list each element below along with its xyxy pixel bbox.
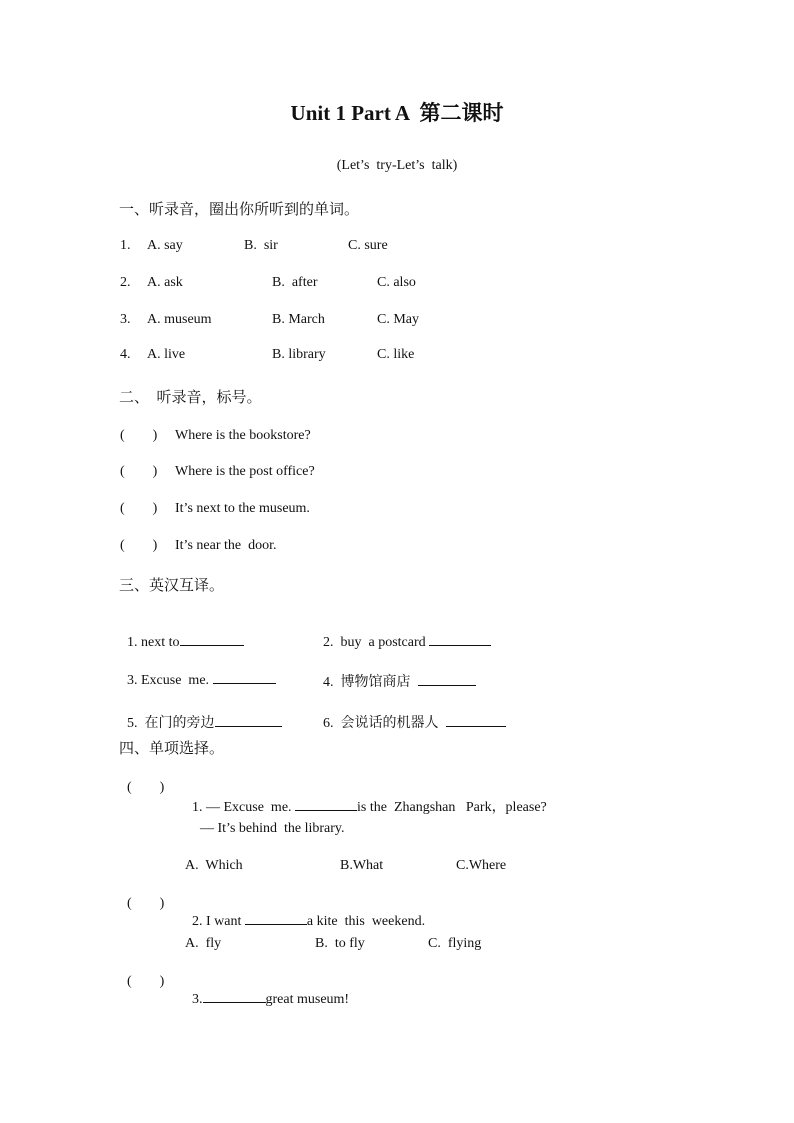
option-c: C. May [377,312,419,327]
option-a: A. live [147,347,186,362]
answer-blank[interactable] [213,671,276,684]
section3-heading: 三、英汉互译。 [119,578,225,594]
section1-heading: 一、听录音，圈出你所听到的单词。 [119,202,360,218]
answer-blank[interactable] [429,633,491,646]
answer-parenthesis: ( ) [120,538,158,553]
question-text: 3. [192,992,203,1007]
question-1-reply: — It’s behind the library. [200,821,345,836]
answer-blank[interactable] [215,714,282,727]
answer-parenthesis: ( ) [120,464,158,479]
sentence: Where is the post office? [175,464,315,479]
option-c: C. also [377,275,416,290]
section2-heading: 二、 听录音，标号。 [119,390,262,406]
translation-text: 6. 会说话的机器人 [323,716,446,731]
answer-blank[interactable] [446,714,506,727]
translation-item [316,655,476,691]
translation-item [120,655,276,689]
translation-item [316,696,506,732]
question-2 [185,896,425,930]
sentence: It’s next to the museum. [175,501,310,516]
answer-blank[interactable] [203,990,266,1003]
question-text: is the Zhangshan Park，please? [357,800,547,815]
translation-item [120,696,282,732]
answer-parenthesis: ( ) [127,780,165,795]
option-a: A. say [147,238,183,253]
option-b: B. March [272,312,325,327]
question-text: great museum! [265,992,350,1007]
option-a: A. ask [147,275,183,290]
choice-b: B. to fly [315,936,365,951]
sentence: It’s near the door. [175,538,277,553]
choice-b: B.What [340,858,384,873]
translation-text: 3. Excuse me. [127,673,213,688]
choice-c: C. flying [428,936,482,951]
item-number: 3. [120,312,131,327]
answer-blank[interactable] [180,633,244,646]
option-c: C. like [377,347,415,362]
option-a: A. museum [147,312,212,327]
option-b: B. library [272,347,326,362]
translation-text: 2. buy a postcard [323,635,430,650]
page-title: Unit 1 Part A 第二课时 [290,101,504,125]
item-number: 4. [120,347,131,362]
translation-text: 1. next to [127,635,180,650]
item-number: 1. [120,238,131,253]
item-number: 2. [120,275,131,290]
translation-item [316,617,491,651]
option-b: B. sir [244,238,278,253]
answer-blank[interactable] [245,912,307,925]
question-3 [185,974,349,1008]
section4-heading: 四、单项选择。 [119,741,225,757]
answer-blank[interactable] [418,673,476,686]
translation-item [120,617,244,651]
choice-c: C.Where [456,858,507,873]
option-b: B. after [272,275,318,290]
option-c: C. sure [348,238,388,253]
answer-parenthesis: ( ) [127,974,165,989]
question-1 [185,780,547,816]
question-text: 1. — Excuse me. [192,800,296,815]
translation-text: 5. 在门的旁边 [127,716,215,731]
sentence: Where is the bookstore? [175,428,311,443]
answer-parenthesis: ( ) [120,428,158,443]
choice-a: A. Which [185,858,243,873]
page-subtitle: (Let’s try-Let’s talk) [336,158,458,173]
translation-text: 4. 博物馆商店 [323,675,418,690]
question-text: 2. I want [192,914,245,929]
answer-blank[interactable] [295,798,357,811]
choice-a: A. fly [185,936,222,951]
answer-parenthesis: ( ) [120,501,158,516]
question-text: a kite this weekend. [306,914,426,929]
answer-parenthesis: ( ) [127,896,165,911]
